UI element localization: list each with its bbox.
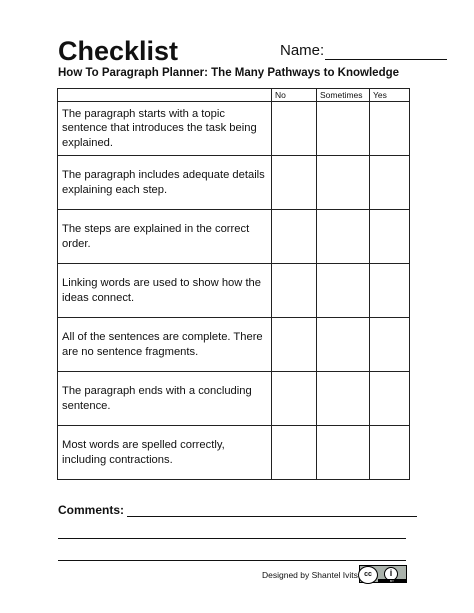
table-row	[58, 264, 410, 318]
column-header-sometimes: Sometimes	[317, 89, 370, 102]
table-header-row	[58, 89, 410, 102]
criterion-cell: The paragraph ends with a concluding sentence.	[58, 372, 272, 426]
criterion-cell: All of the sentences are complete. There are no sentence fragments.	[58, 318, 272, 372]
comments-field	[58, 503, 417, 517]
page-title: Checklist	[58, 36, 179, 66]
table-row	[58, 426, 410, 480]
sometimes-cell[interactable]	[317, 318, 370, 372]
sometimes-cell[interactable]	[317, 426, 370, 480]
yes-cell[interactable]	[370, 372, 410, 426]
yes-cell[interactable]	[370, 426, 410, 480]
yes-cell[interactable]	[370, 264, 410, 318]
no-cell[interactable]	[272, 372, 317, 426]
no-cell[interactable]	[272, 318, 317, 372]
license-by-label: BY	[378, 579, 406, 583]
sometimes-cell[interactable]	[317, 102, 370, 156]
criterion-cell: The paragraph starts with a topic sentence that introduces the task being explained.	[58, 102, 272, 156]
criterion-cell: The steps are explained in the correct order.	[58, 210, 272, 264]
table-row	[58, 318, 410, 372]
comments-line-2[interactable]	[58, 538, 406, 539]
name-label: Name:	[280, 42, 325, 59]
table-row	[58, 102, 410, 156]
attribution-person-icon: i	[384, 567, 398, 581]
criterion-cell: Linking words are used to show how the ideas connect.	[58, 264, 272, 318]
designer-credit: Designed by Shantel Ivits	[262, 570, 358, 580]
creative-commons-by-icon	[359, 565, 407, 583]
yes-cell[interactable]	[370, 156, 410, 210]
cc-logo-icon: cc	[358, 566, 378, 584]
no-cell[interactable]	[272, 102, 317, 156]
yes-cell[interactable]	[370, 102, 410, 156]
column-header-yes: Yes	[370, 89, 410, 102]
name-field	[280, 42, 447, 60]
no-cell[interactable]	[272, 264, 317, 318]
yes-cell[interactable]	[370, 210, 410, 264]
sometimes-cell[interactable]	[317, 210, 370, 264]
yes-cell[interactable]	[370, 318, 410, 372]
no-cell[interactable]	[272, 156, 317, 210]
no-cell[interactable]	[272, 210, 317, 264]
criterion-cell: Most words are spelled correctly, including contractions.	[58, 426, 272, 480]
table-row	[58, 210, 410, 264]
column-header-criterion	[58, 89, 272, 102]
column-header-no: No	[272, 89, 317, 102]
name-input-line[interactable]	[325, 45, 447, 60]
sometimes-cell[interactable]	[317, 156, 370, 210]
sometimes-cell[interactable]	[317, 264, 370, 318]
comments-line-3[interactable]	[58, 560, 406, 561]
table-row	[58, 156, 410, 210]
checklist-table	[57, 88, 410, 480]
comments-label: Comments:	[58, 503, 125, 517]
no-cell[interactable]	[272, 426, 317, 480]
table-row	[58, 372, 410, 426]
comments-input-line[interactable]	[127, 504, 417, 517]
page-subtitle: How To Paragraph Planner: The Many Pathways to Knowledge	[58, 67, 400, 79]
criterion-cell: The paragraph includes adequate details explaining each step.	[58, 156, 272, 210]
sometimes-cell[interactable]	[317, 372, 370, 426]
